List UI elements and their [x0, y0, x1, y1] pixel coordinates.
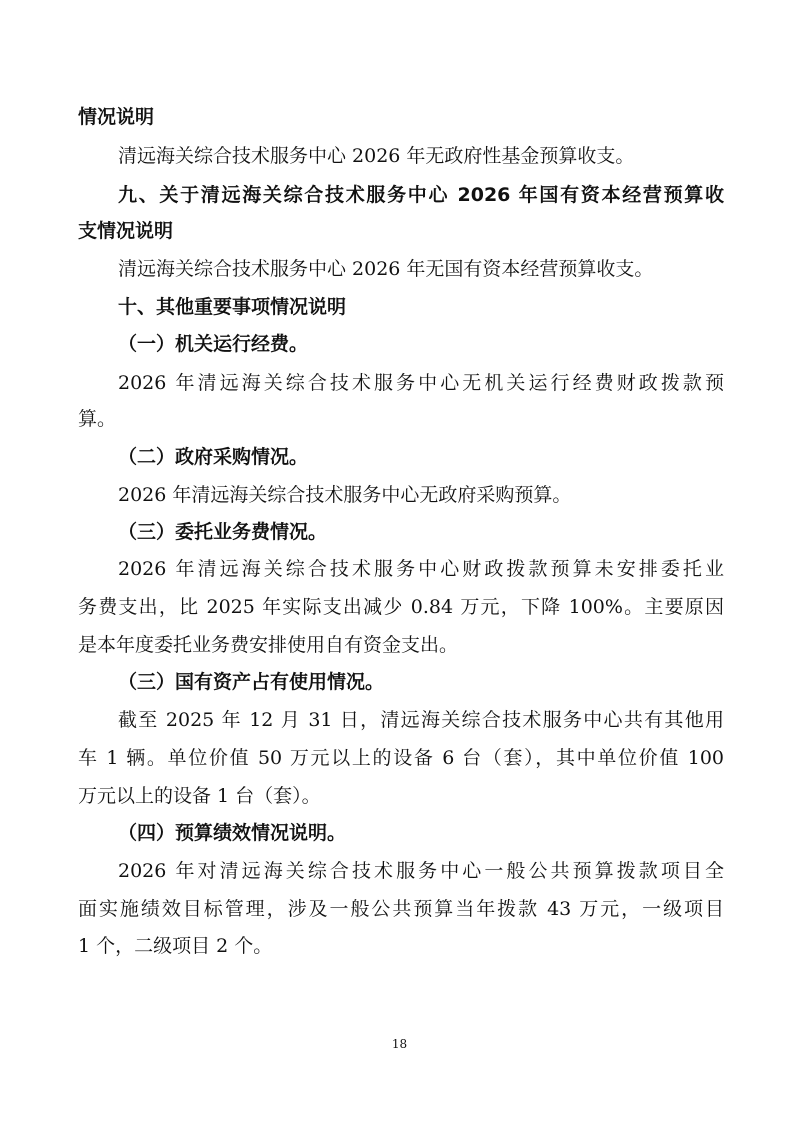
paragraph-line: 面实施绩效目标管理，涉及一般公共预算当年拨款 43 万元，一级项目 — [78, 898, 724, 920]
paragraph-line: 务费支出，比 2025 年实际支出减少 0.84 万元，下降 100%。主要原因 — [78, 596, 724, 618]
subheading-2: （二）政府采购情况。 — [118, 446, 309, 468]
section-heading-9-cont: 支情况说明 — [78, 220, 174, 242]
subheading-1: （一）机关运行经费。 — [118, 333, 309, 355]
paragraph-line: 车 1 辆。单位价值 50 万元以上的设备 6 台（套），其中单位价值 100 — [78, 747, 724, 769]
paragraph-line: 万元以上的设备 1 台（套）。 — [78, 785, 321, 807]
paragraph-line: 截至 2025 年 12 月 31 日，清远海关综合技术服务中心共有其他用 — [118, 709, 724, 731]
section-heading-9: 九、关于清远海关综合技术服务中心 2026 年国有资本经营预算收 — [118, 184, 724, 206]
paragraph-line: 清远海关综合技术服务中心 2026 年无国有资本经营预算收支。 — [118, 258, 654, 280]
paragraph-line: 是本年度委托业务费安排使用自有资金支出。 — [78, 634, 459, 656]
subheading-3: （三）委托业务费情况。 — [118, 521, 328, 543]
paragraph-line: 1 个，二级项目 2 个。 — [78, 935, 273, 957]
paragraph-line: 2026 年清远海关综合技术服务中心无政府采购预算。 — [118, 484, 572, 506]
paragraph-line: 算。 — [78, 408, 117, 430]
subheading-3b: （三）国有资产占有使用情况。 — [118, 671, 385, 693]
paragraph-line: 2026 年清远海关综合技术服务中心无机关运行经费财政拨款预 — [118, 372, 724, 394]
subheading-4: （四）预算绩效情况说明。 — [118, 822, 347, 844]
paragraph-line: 2026 年清远海关综合技术服务中心财政拨款预算未安排委托业 — [118, 558, 724, 580]
paragraph-line: 2026 年对清远海关综合技术服务中心一般公共预算拨款项目全 — [118, 860, 724, 882]
page-number: 18 — [391, 1037, 408, 1051]
heading-continuation: 情况说明 — [78, 106, 155, 128]
paragraph-line: 清远海关综合技术服务中心 2026 年无政府性基金预算收支。 — [118, 145, 635, 167]
section-heading-10: 十、其他重要事项情况说明 — [118, 296, 347, 318]
